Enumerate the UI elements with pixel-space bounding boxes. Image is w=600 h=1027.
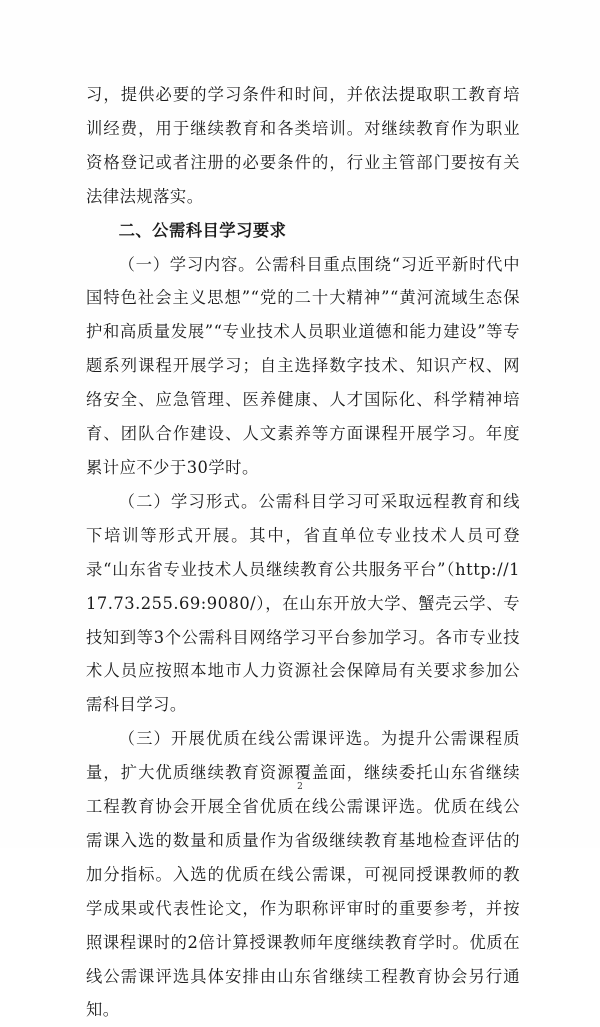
page-number: 2 <box>297 782 303 792</box>
section-heading: 二、公需科目学习要求 <box>118 220 287 240</box>
paragraph-course-selection: （三）开展优质在线公需课评选。为提升公需课程质量，扩大优质继续教育资源覆盖面，继续委托山东省继续工程教育协会开展全省优质在线公需课评选。优质在线公需课入选的数量和质量作为省级继续教育基地检查评估的加分指标。入选的优质在线公需课，可视同授课教师的教学成果或代表性论文，作为职称评审时的重要参考，并按照课程课时的2倍计算授课教师年度继续教育学时。优质在线公需课评选具体安排由山东省继续工程教育协会另行通知。 <box>86 729 520 1020</box>
paragraph-learning-form: （二）学习形式。公需科目学习可采取远程教育和线下培训等形式开展。其中，省直单位专业技术人员可登录“山东省专业技术人员继续教育公共服务平台”（http://117.73.255.69:9080/），在山东开放大学、蟹壳云学、专技知到等3个公需科目网络学习平台参加学习。各市专业技术人员应按照本地市人力资源社会保障局有关要求参加公需科目学习。 <box>86 491 520 715</box>
paragraph-learning-content: （一）学习内容。公需科目重点围绕“习近平新时代中国特色社会主义思想”“党的二十大精神”“黄河流域生态保护和高质量发展”“专业技术人员职业道德和能力建设”等专题系列课程开展学习；自主选择数字技术、知识产权、网络安全、应急管理、医养健康、人才国际化、科学精神培育、团队合作建设、人文素养等方面课程开展学习。年度累计应不少于30学时。 <box>86 254 520 477</box>
paragraph-intro: 习，提供必要的学习条件和时间，并依法提取职工教育培训经费，用于继续教育和各类培训。对继续教育作为职业资格登记或者注册的必要条件的，行业主管部门要按有关法律法规落实。 <box>86 85 520 206</box>
body-text <box>86 78 520 1027</box>
